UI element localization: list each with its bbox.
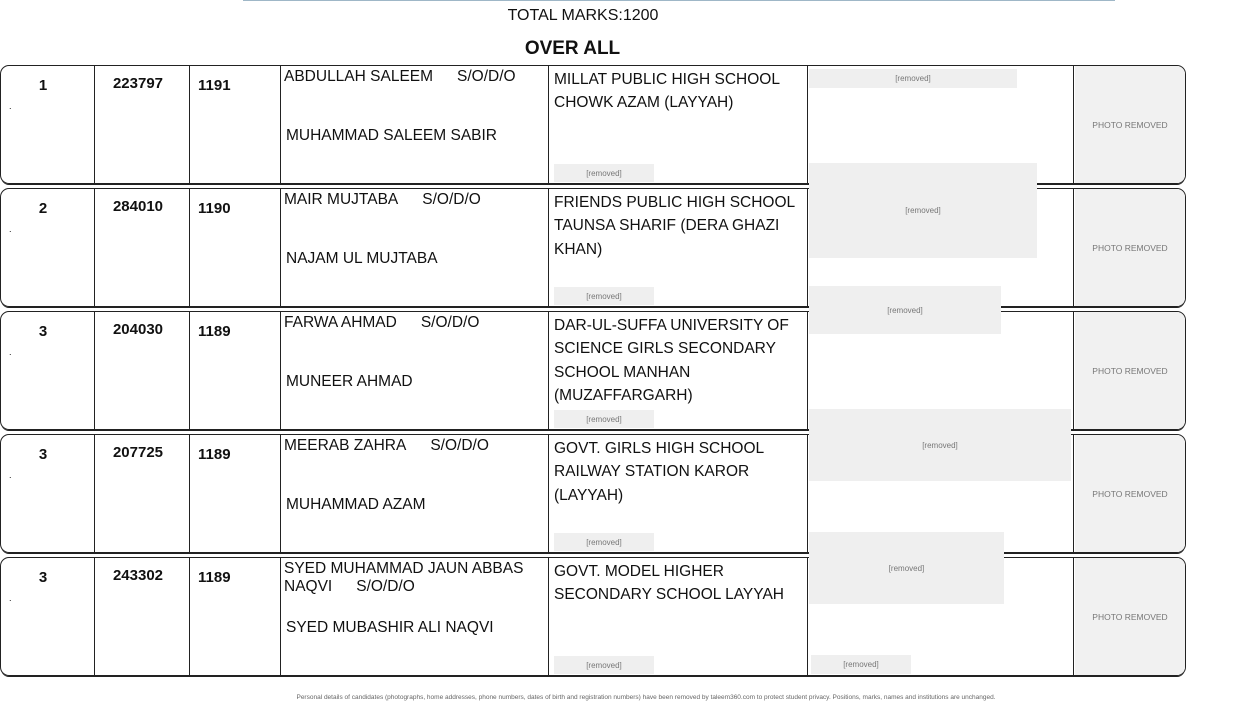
column-divider: [280, 66, 281, 183]
column-divider: [94, 435, 95, 552]
overall-heading: OVER ALL: [524, 38, 621, 59]
column-divider: [807, 312, 808, 429]
roll-number: 284010: [112, 198, 164, 215]
column-divider: [548, 435, 549, 552]
row-dot: .: [9, 101, 12, 111]
school-name: FRIENDS PUBLIC HIGH SCHOOL TAUNSA SHARIF (DERA GHAZI KHAN): [554, 194, 795, 258]
row-dot: .: [9, 470, 12, 480]
column-divider: [548, 558, 549, 675]
details-removed-box: [removed]: [809, 69, 1017, 88]
position: 3: [38, 323, 48, 340]
column-divider: [280, 312, 281, 429]
photo-placeholder: PHOTO REMOVED: [1075, 558, 1185, 675]
column-divider: [1073, 189, 1074, 306]
photo-placeholder: PHOTO REMOVED: [1075, 189, 1185, 306]
candidate-name: MEERAB ZAHRA: [284, 437, 407, 454]
privacy-footer: Personal details of candidates (photographs, home addresses, phone numbers, dates of birth and registration numbers) have been removed by taleem360.com to protect student privacy. Positions, marks, names and institutions are unchanged.: [296, 694, 996, 701]
school-name: DAR-UL-SUFFA UNIVERSITY OF SCIENCE GIRLS SECONDARY SCHOOL MANHAN (MUZAFFARGARH): [554, 317, 789, 404]
school-removed-box: [removed]: [554, 164, 654, 182]
details-removed-box: [removed]: [809, 532, 1004, 604]
column-divider: [189, 66, 190, 183]
column-divider: [280, 558, 281, 675]
position: 3: [38, 569, 48, 586]
school-removed-box: [removed]: [554, 533, 654, 551]
candidate-name-cell: [284, 437, 546, 455]
school-removed-box: [removed]: [554, 656, 654, 674]
father-name: MUHAMMAD AZAM: [286, 496, 426, 513]
candidate-name-cell: [284, 560, 546, 596]
column-divider: [1073, 435, 1074, 552]
row-dot: .: [9, 347, 12, 357]
candidate-name-cell: [284, 68, 546, 86]
top-rule: [243, 0, 1115, 1]
marks: 1191: [198, 77, 231, 94]
column-divider: [548, 66, 549, 183]
candidate-name: FARWA AHMAD: [284, 314, 397, 331]
relation-label: S/O/D/O: [356, 578, 415, 595]
marks: 1189: [198, 569, 231, 586]
father-name: MUHAMMAD SALEEM SABIR: [286, 127, 498, 144]
marks: 1189: [198, 446, 231, 463]
row-dot: .: [9, 224, 12, 234]
candidate-name-cell: [284, 191, 546, 209]
column-divider: [94, 189, 95, 306]
relation-label: S/O/D/O: [430, 437, 489, 454]
position: 1: [38, 77, 48, 94]
relation-label: S/O/D/O: [420, 314, 480, 331]
candidate-name: SYED MUHAMMAD JAUN ABBAS NAQVI: [284, 560, 524, 595]
column-divider: [189, 435, 190, 552]
marks: 1190: [198, 200, 231, 217]
photo-placeholder: PHOTO REMOVED: [1075, 66, 1185, 183]
candidate-name-cell: [284, 314, 546, 332]
relation-label: S/O/D/O: [422, 191, 481, 208]
column-divider: [807, 435, 808, 552]
father-name: MUNEER AHMAD: [286, 373, 413, 390]
photo-placeholder: PHOTO REMOVED: [1075, 312, 1185, 429]
school-removed-box: [removed]: [554, 410, 654, 428]
column-divider: [94, 558, 95, 675]
column-divider: [94, 66, 95, 183]
column-divider: [189, 312, 190, 429]
details-removed-box: [removed]: [809, 163, 1037, 258]
column-divider: [189, 558, 190, 675]
column-divider: [548, 312, 549, 429]
school-name: GOVT. GIRLS HIGH SCHOOL RAILWAY STATION KAROR (LAYYAH): [554, 440, 764, 504]
column-divider: [189, 189, 190, 306]
father-name: NAJAM UL MUJTABA: [286, 250, 438, 267]
roll-number: 207725: [112, 444, 164, 461]
relation-label: S/O/D/O: [457, 68, 516, 85]
school-removed-box: [removed]: [554, 287, 654, 305]
position: 2: [38, 200, 48, 217]
father-name: SYED MUBASHIR ALI NAQVI: [286, 619, 494, 636]
column-divider: [548, 189, 549, 306]
photo-placeholder: PHOTO REMOVED: [1075, 435, 1185, 552]
candidate-name: MAIR MUJTABA: [284, 191, 399, 208]
column-divider: [1073, 66, 1074, 183]
marks: 1189: [198, 323, 231, 340]
column-divider: [280, 435, 281, 552]
column-divider: [807, 558, 808, 675]
details-removed-box: [removed]: [809, 409, 1071, 481]
column-divider: [1073, 312, 1074, 429]
column-divider: [94, 312, 95, 429]
position: 3: [38, 446, 48, 463]
details-removed-box: [removed]: [809, 286, 1001, 334]
school-name: GOVT. MODEL HIGHER SECONDARY SCHOOL LAYYAH: [554, 563, 784, 604]
total-marks: TOTAL MARKS:1200: [507, 7, 659, 24]
roll-number: 204030: [112, 321, 164, 338]
column-divider: [807, 189, 808, 306]
extra-removed-box: [removed]: [811, 655, 911, 674]
column-divider: [1073, 558, 1074, 675]
school-name: MILLAT PUBLIC HIGH SCHOOL CHOWK AZAM (LAYYAH): [554, 71, 780, 112]
column-divider: [807, 66, 808, 183]
roll-number: 223797: [112, 75, 164, 92]
column-divider: [280, 189, 281, 306]
roll-number: 243302: [112, 567, 164, 584]
result-row: [0, 557, 1186, 676]
candidate-name: ABDULLAH SALEEM: [284, 68, 434, 85]
row-dot: .: [9, 593, 12, 603]
